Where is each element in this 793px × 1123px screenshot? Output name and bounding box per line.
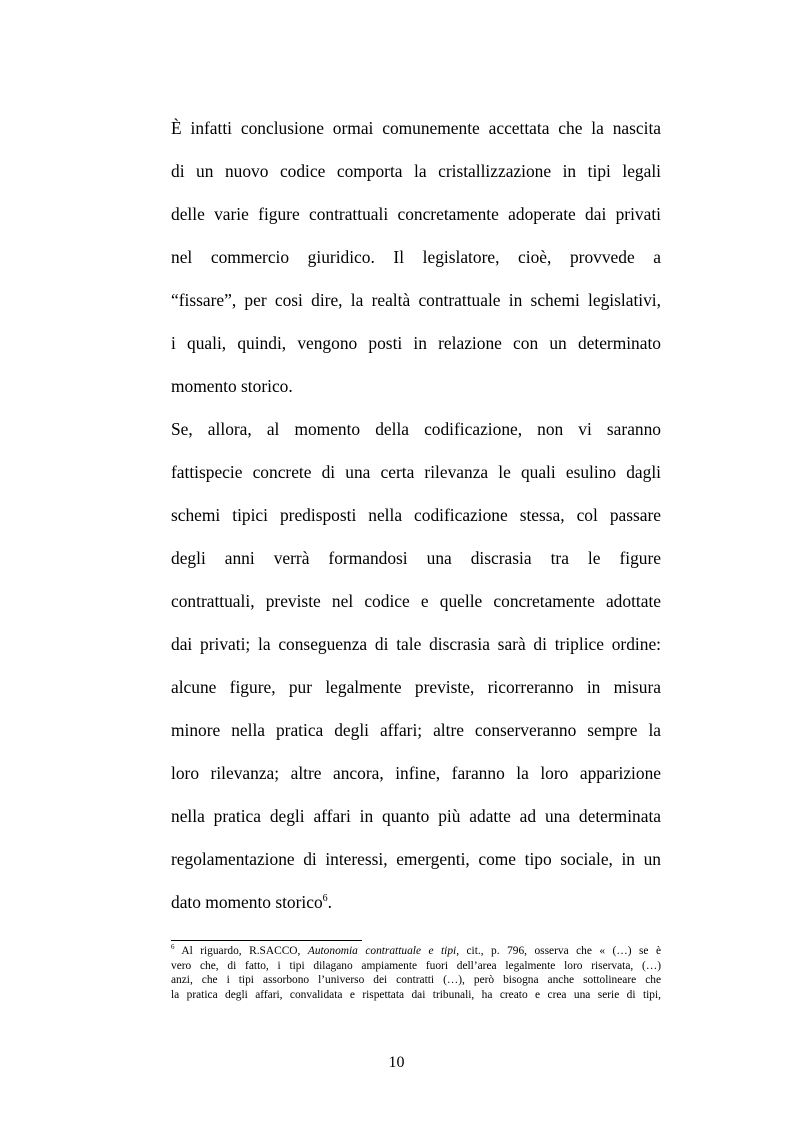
footnote-line: la pratica degli affari, convalidata e rispettata dai tribunali, ha creato e crea una serie di tipi, — [171, 988, 661, 1001]
text-line-last — [171, 884, 661, 927]
footnote-reference[interactable]: 6 — [322, 893, 328, 905]
text-line: dai privati; la conseguenza di tale discrasia sarà di triplice ordine: — [171, 634, 661, 654]
footnote-line — [171, 944, 661, 959]
text-line: È infatti conclusione ormai comunemente accettata che la nascita — [171, 118, 661, 138]
text-line: loro rilevanza; altre ancora, infine, faranno la loro apparizione — [171, 763, 661, 783]
footnote-suffix: , cit., p. 796, osserva che « (…) se è — [456, 945, 661, 957]
footnote-cited-title: Autonomia contrattuale e tipi — [307, 945, 457, 957]
last-line-end: . — [327, 892, 333, 912]
text-line: delle varie figure contrattuali concretamente adoperate dai privati — [171, 204, 661, 224]
text-line: di un nuovo codice comporta la cristallizzazione in tipi legali — [171, 161, 661, 181]
body-text — [171, 110, 661, 927]
footnote-line: anzi, che i tipi assorbono l’universo dei contratti (…), però bisogna anche sottolineare che — [171, 974, 661, 986]
text-line: nel commercio giuridico. Il legislatore, cioè, provvede a — [171, 247, 661, 267]
text-line: degli anni verrà formandosi una discrasia tra le figure — [171, 548, 661, 568]
text-line: minore nella pratica degli affari; altre conserveranno sempre la — [171, 720, 661, 740]
text-line: momento storico. — [171, 376, 293, 396]
page-number: 10 — [388, 1054, 405, 1071]
footnote-number: 6 — [171, 943, 175, 952]
text-line: Se, allora, al momento della codificazione, non vi saranno — [171, 419, 661, 439]
footnote — [171, 944, 661, 1002]
footnote-line: vero che, di fatto, i tipi dilagano ampiamente fuori dell’area legalmente loro riservata, (…) — [171, 959, 661, 972]
text-line: “fissare”, per cosi dire, la realtà contrattuale in schemi legislativi, — [171, 290, 661, 310]
text-line: schemi tipici predisposti nella codificazione stessa, col passare — [171, 505, 661, 525]
text-line: alcune figure, pur legalmente previste, ricorreranno in misura — [171, 677, 661, 697]
text-line: regolamentazione di interessi, emergenti, come tipo sociale, in un — [171, 849, 661, 869]
text-line: contrattuali, previste nel codice e quelle concretamente adottate — [171, 591, 661, 611]
last-line-text: dato momento storico — [171, 892, 323, 912]
text-line: i quali, quindi, vengono posti in relazione con un determinato — [171, 333, 661, 353]
text-line: nella pratica degli affari in quanto più adatte ad una determinata — [171, 806, 661, 826]
footnote-divider — [171, 940, 362, 941]
footnote-prefix: Al riguardo, R.SACCO, — [174, 945, 308, 957]
text-line: fattispecie concrete di una certa rilevanza le quali esulino dagli — [171, 462, 661, 482]
